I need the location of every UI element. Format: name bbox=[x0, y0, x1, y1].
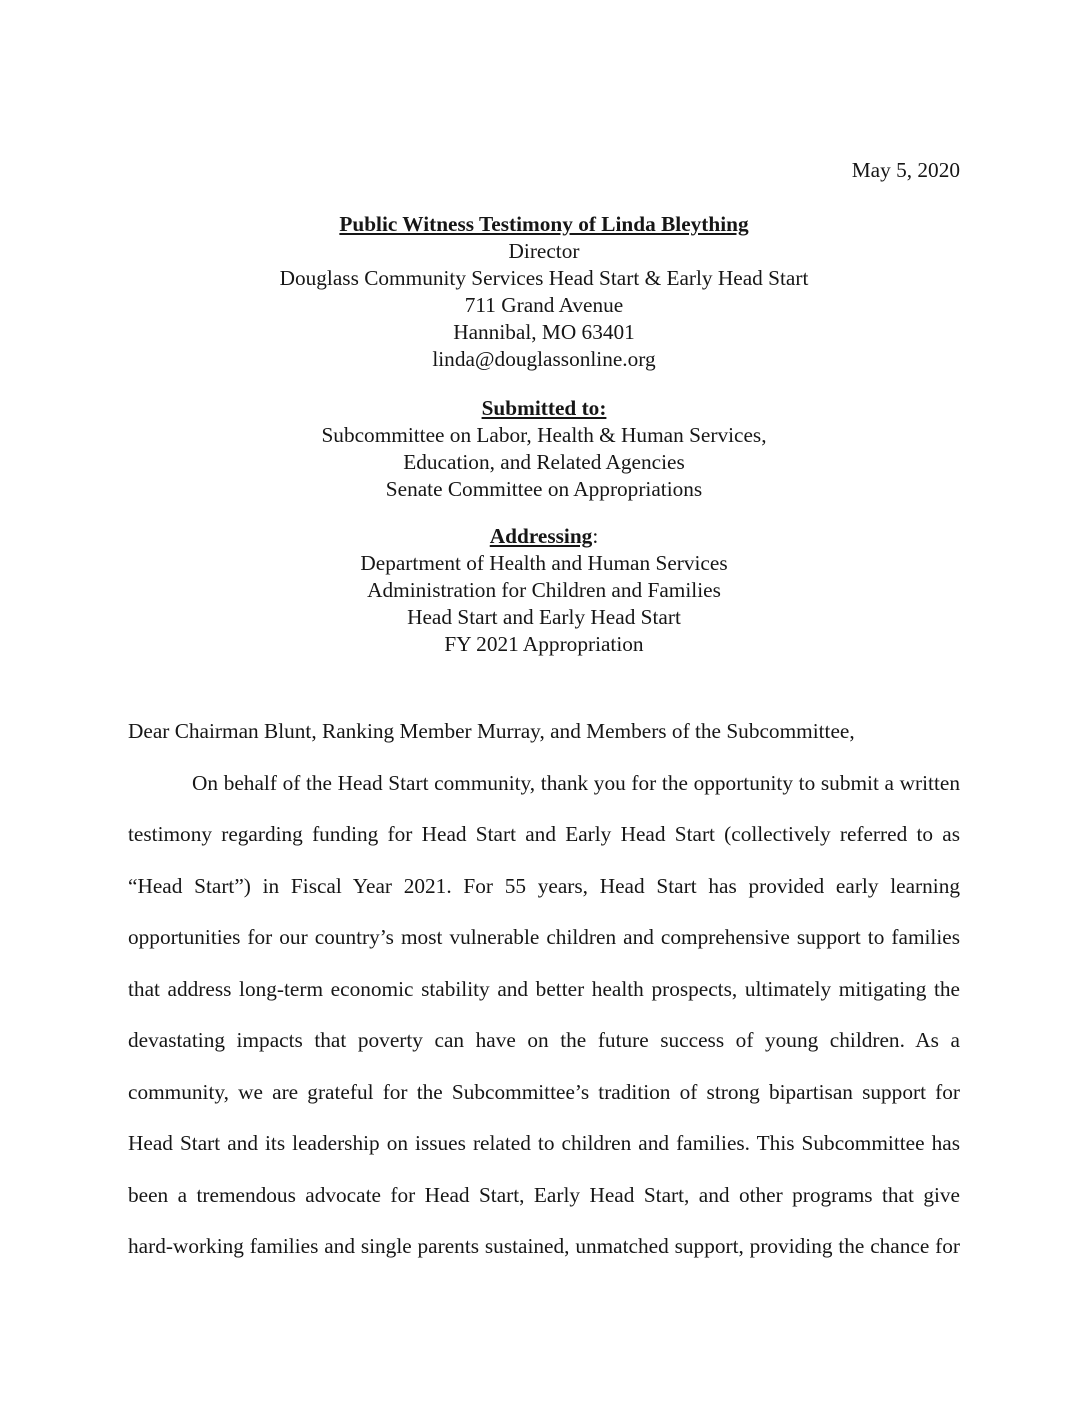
paragraph-line: devastating impacts that poverty can have on the future success of young children. As a bbox=[128, 1028, 960, 1052]
letterhead-street-address: 711 Grand Avenue bbox=[464, 293, 624, 317]
paragraph-line: On behalf of the Head Start community, thank you for the opportunity to submit a written bbox=[192, 770, 960, 795]
submitted-to-heading: Submitted to: bbox=[481, 396, 607, 420]
paragraph-line: “Head Start”) in Fiscal Year 2021. For 55 years, Head Start has provided early learning bbox=[128, 873, 960, 898]
addressing-heading-colon: : bbox=[592, 524, 599, 548]
addressing-heading-line bbox=[128, 523, 960, 550]
submitted-to-line: Education, and Related Agencies bbox=[403, 450, 685, 474]
paragraph-line: that address long-term economic stability and better health prospects, ultimately mitigating the bbox=[128, 976, 960, 1001]
body-paragraph bbox=[128, 758, 960, 1273]
salutation: Dear Chairman Blunt, Ranking Member Murray, and Members of the Subcommittee, bbox=[128, 719, 855, 743]
letterhead-organization: Douglass Community Services Head Start & Early Head Start bbox=[279, 266, 809, 290]
paragraph-line: opportunities for our country’s most vulnerable children and comprehensive support to families bbox=[128, 925, 960, 949]
submitted-to-section bbox=[128, 395, 960, 503]
letterhead bbox=[128, 211, 960, 373]
paragraph-line: hard-working families and single parents sustained, unmatched support, providing the chance for bbox=[128, 1234, 960, 1258]
addressing-line: Administration for Children and Families bbox=[367, 578, 721, 602]
letterhead-role: Director bbox=[508, 239, 580, 263]
addressing-line: Head Start and Early Head Start bbox=[407, 605, 681, 629]
paragraph-line: been a tremendous advocate for Head Start, Early Head Start, and other programs that give bbox=[128, 1182, 960, 1207]
addressing-line: FY 2021 Appropriation bbox=[444, 632, 644, 656]
letterhead-email: linda@douglassonline.org bbox=[432, 347, 656, 371]
submitted-to-line: Subcommittee on Labor, Health & Human Services, bbox=[321, 423, 767, 447]
addressing-section bbox=[128, 523, 960, 658]
addressing-line: Department of Health and Human Services bbox=[360, 551, 728, 575]
letter-title: Public Witness Testimony of Linda Bleything bbox=[339, 212, 749, 236]
letter-date: May 5, 2020 bbox=[851, 158, 960, 182]
paragraph-line: Head Start and its leadership on issues related to children and families. This Subcommittee has bbox=[128, 1131, 960, 1155]
paragraph-line: testimony regarding funding for Head Start and Early Head Start (collectively referred to as bbox=[128, 822, 960, 846]
paragraph-line: community, we are grateful for the Subcommittee’s tradition of strong bipartisan support for bbox=[128, 1079, 960, 1104]
addressing-heading: Addressing bbox=[489, 524, 593, 548]
letterhead-city-state-zip: Hannibal, MO 63401 bbox=[453, 320, 635, 344]
submitted-to-line: Senate Committee on Appropriations bbox=[385, 477, 703, 501]
